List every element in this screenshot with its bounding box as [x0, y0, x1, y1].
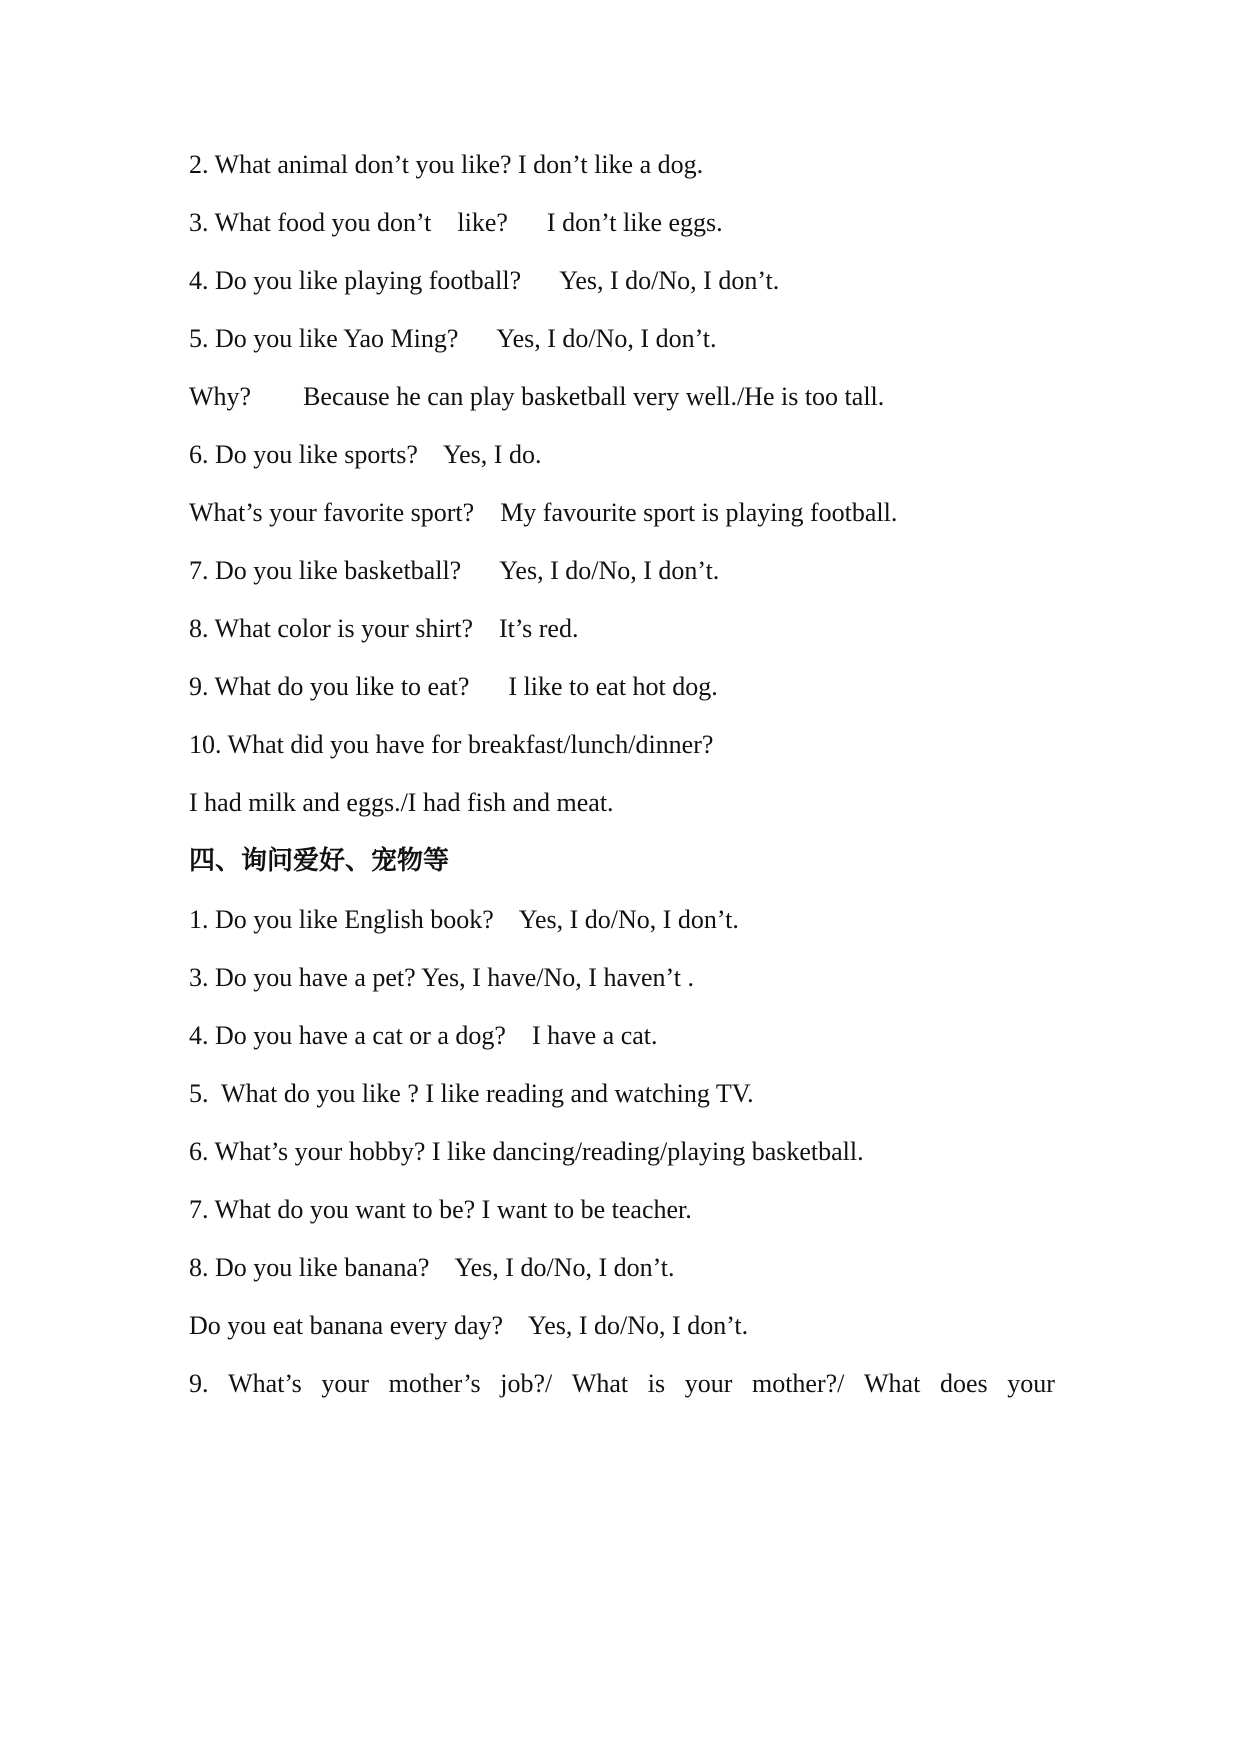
- text-line: I had milk and eggs./I had fish and meat.: [189, 788, 614, 817]
- text-line: 1. Do you like English book? Yes, I do/No, I don’t.: [189, 905, 739, 934]
- word: your: [321, 1369, 370, 1398]
- text-line: 8. What color is your shirt? It’s red.: [189, 614, 579, 643]
- text-line: 2. What animal don’t you like? I don’t like a dog.: [189, 150, 704, 179]
- word: your: [1007, 1369, 1055, 1398]
- word: job?/: [500, 1369, 553, 1398]
- text-line: 6. What’s your hobby? I like dancing/reading/playing basketball.: [189, 1137, 864, 1166]
- text-line: 5. Do you like Yao Ming? Yes, I do/No, I don’t.: [189, 324, 717, 353]
- text-line: 4. Do you like playing football? Yes, I do/No, I don’t.: [189, 266, 780, 295]
- text-line: 7. What do you want to be? I want to be teacher.: [189, 1195, 692, 1224]
- word: What: [864, 1369, 921, 1398]
- text-line: 3. Do you have a pet? Yes, I have/No, I haven’t .: [189, 963, 694, 992]
- text-line: Why? Because he can play basketball very well./He is too tall.: [189, 382, 885, 411]
- justified-text-line: [189, 1368, 1055, 1400]
- text-line: 5. What do you like ? I like reading and watching TV.: [189, 1079, 754, 1108]
- text-line: 8. Do you like banana? Yes, I do/No, I don’t.: [189, 1253, 675, 1282]
- word: mother?/: [751, 1369, 845, 1398]
- text-line: Do you eat banana every day? Yes, I do/No, I don’t.: [189, 1311, 749, 1340]
- text-line: 6. Do you like sports? Yes, I do.: [189, 440, 542, 469]
- word: What: [571, 1369, 629, 1398]
- text-line: 10. What did you have for breakfast/lunch/dinner?: [189, 730, 714, 759]
- text-line: 3. What food you don’t like? I don’t like eggs.: [189, 208, 723, 237]
- word: your: [684, 1369, 733, 1398]
- text-line: What’s your favorite sport? My favourite sport is playing football.: [189, 498, 898, 527]
- word: is: [647, 1369, 666, 1398]
- word: does: [939, 1369, 988, 1398]
- word: What’s: [228, 1369, 302, 1398]
- text-line: 9. What do you like to eat? I like to eat hot dog.: [189, 672, 718, 701]
- text-line: 7. Do you like basketball? Yes, I do/No, I don’t.: [189, 556, 720, 585]
- text-line: 4. Do you have a cat or a dog? I have a cat.: [189, 1021, 658, 1050]
- section-heading: 四、询问爱好、宠物等: [189, 846, 450, 876]
- word: 9.: [189, 1369, 209, 1398]
- word: mother’s: [388, 1369, 481, 1398]
